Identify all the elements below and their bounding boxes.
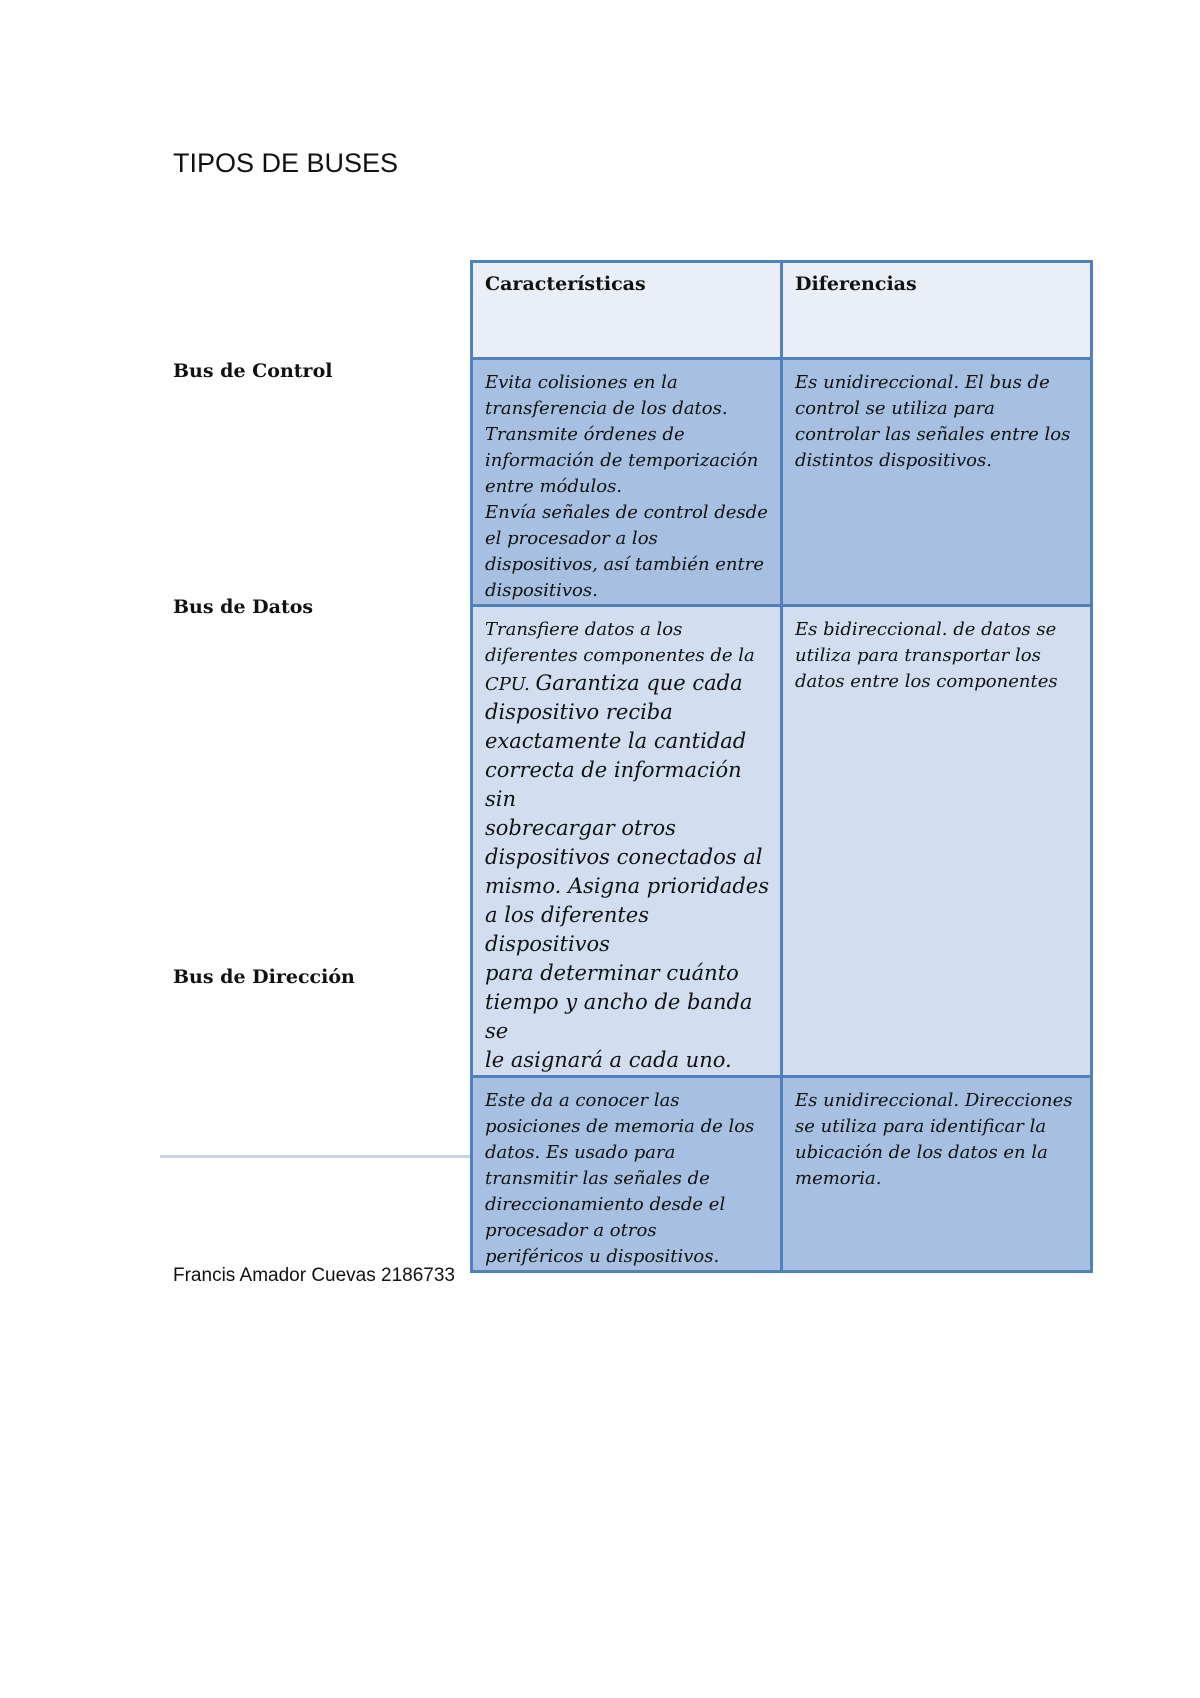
control-caracteristicas-text: Evita colisiones en la transferencia de los datos. Transmite órdenes de información de temporización entre módulos. Envía señales de control desde el procesador a los dispositivos, así también entre dispositivos. xyxy=(485,372,768,601)
table-row-bus-direccion xyxy=(472,1077,1092,1272)
header-cell-diferencias xyxy=(782,262,1092,359)
direccion-caracteristicas-text: Este da a conocer las posiciones de memoria de los datos. Es usado para transmitir las señales de direccionamiento desde el procesador a otros periféricos u dispositivos. xyxy=(485,1090,755,1267)
cell-datos-diferencias xyxy=(782,606,1092,1077)
cell-direccion-diferencias xyxy=(782,1077,1092,1272)
table-row-bus-control xyxy=(472,359,1092,606)
datos-caracteristicas-intro: Transfiere datos a los diferentes componentes de la CPU. xyxy=(485,619,755,695)
header-caracteristicas: Características xyxy=(485,273,646,295)
datos-diferencias-text: Es bidireccional. de datos se utiliza para transportar los datos entre los componentes xyxy=(795,619,1058,692)
direccion-diferencias-text: Es unidireccional. Direcciones se utiliza para identificar la ubicación de los datos en la memoria. xyxy=(795,1090,1073,1189)
table-bottom-rule xyxy=(160,1155,470,1158)
cell-datos-caracteristicas xyxy=(472,606,782,1077)
author-line: Francis Amador Cuevas 2186733 xyxy=(173,1265,455,1286)
header-diferencias: Diferencias xyxy=(795,273,917,295)
page-title: TIPOS DE BUSES xyxy=(173,148,399,178)
datos-caracteristicas-rest: Garantiza que cada dispositivo reciba exactamente la cantidad correcta de información sin sobrecargar otros dispositivos conectados al mismo. Asigna prioridades a los diferentes dispositivos para determinar cuánto tiempo y ancho de banda se le asignará a cada uno. xyxy=(485,671,769,1072)
row-label-bus-direccion: Bus de Dirección xyxy=(173,966,355,988)
control-diferencias-text: Es unidireccional. El bus de control se utiliza para controlar las señales entre los distintos dispositivos. xyxy=(795,372,1071,471)
header-cell-caracteristicas xyxy=(472,262,782,359)
buses-table xyxy=(470,260,1093,1273)
table-row-bus-datos xyxy=(472,606,1092,1077)
cell-control-diferencias xyxy=(782,359,1092,606)
table-header-row xyxy=(472,262,1092,359)
row-label-bus-datos: Bus de Datos xyxy=(173,596,314,618)
row-label-bus-control: Bus de Control xyxy=(173,360,333,382)
cell-control-caracteristicas xyxy=(472,359,782,606)
cell-direccion-caracteristicas xyxy=(472,1077,782,1272)
